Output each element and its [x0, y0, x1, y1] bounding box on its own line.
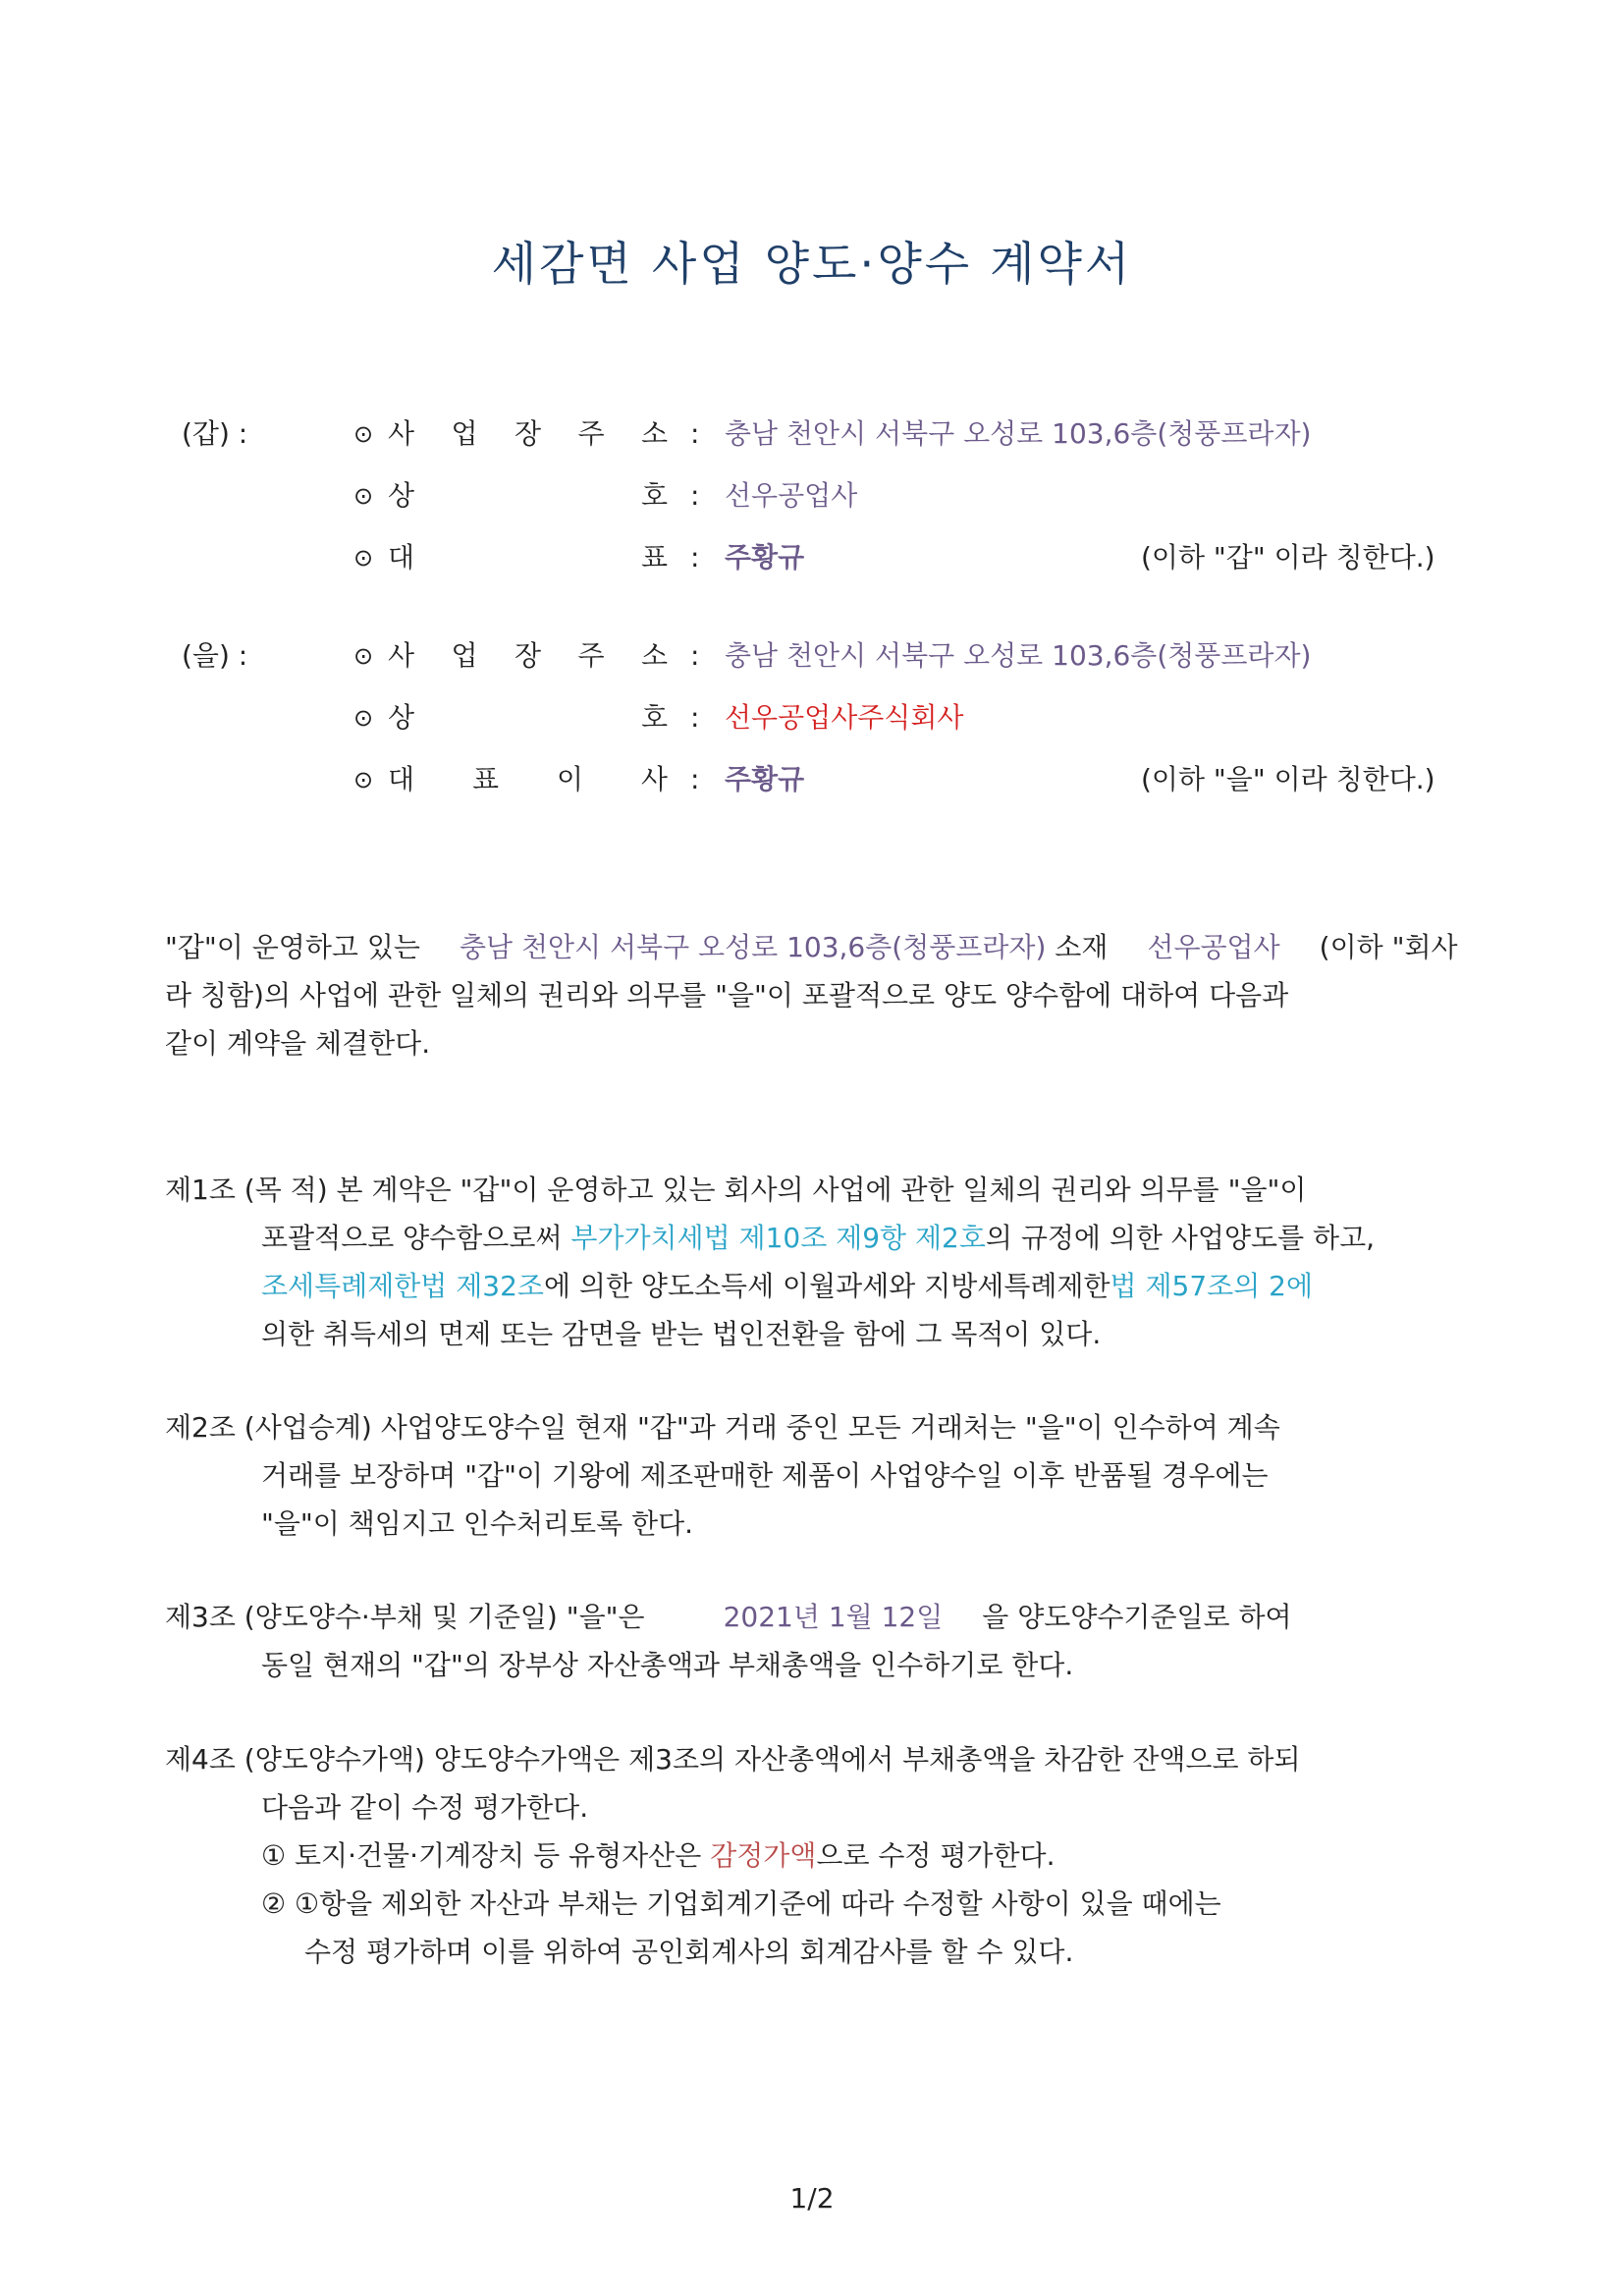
- law-reference: 법 제57조의 2에: [1110, 1270, 1314, 1302]
- colon: :: [690, 701, 700, 734]
- party-b-rep-value: 주황규: [725, 763, 805, 795]
- article-line: 제2조 (사업승계) 사업양도양수일 현재 "갑"과 거래 중인 모든 거래처는 "을"이 인수하여 계속: [165, 1411, 1280, 1444]
- article-2: [165, 1403, 1559, 1548]
- party-b-note: (이하 "을" 이라 칭한다.): [1141, 763, 1435, 795]
- field-char: 사: [388, 639, 415, 672]
- field-char: 소: [640, 639, 668, 672]
- bullet-icon: ⊙: [353, 642, 374, 670]
- article-text: 을 양도양수기준일로 하여: [982, 1601, 1292, 1633]
- intro-text: (이하 "회사: [1319, 931, 1458, 963]
- field-label-name: [388, 476, 668, 516]
- article-text: 으로 수정 평가한다.: [816, 1839, 1056, 1872]
- field-char: 장: [514, 639, 542, 672]
- field-char: 표: [640, 541, 668, 574]
- article-1: [165, 1166, 1559, 1358]
- intro-line: 같이 계약을 체결한다.: [165, 1027, 431, 1060]
- field-char: 사: [640, 763, 668, 795]
- article-line: [165, 1214, 1559, 1262]
- article-3: [165, 1593, 1559, 1689]
- field-label-rep-director: [388, 760, 668, 799]
- field-char: 호: [640, 701, 668, 734]
- field-char: 호: [640, 479, 668, 512]
- article-text: 의 규정에 의한 사업양도를 하고,: [985, 1222, 1376, 1254]
- law-reference: 조세특례제한법 제32조: [261, 1270, 544, 1302]
- bullet-icon: ⊙: [353, 482, 374, 510]
- colon: :: [690, 541, 700, 574]
- party-b-label: (을) :: [182, 639, 248, 672]
- field-label-rep: [388, 538, 668, 577]
- bullet-icon: ⊙: [353, 544, 374, 572]
- bullet-icon: ⊙: [353, 704, 374, 732]
- colon: :: [690, 763, 700, 795]
- article-4: [165, 1735, 1559, 1976]
- field-label-address: [388, 636, 668, 676]
- law-reference: 부가가치세법 제10조 제9항 제2호: [570, 1222, 986, 1254]
- field-char: 주: [577, 417, 605, 450]
- article-item-2: ② ①항을 제외한 자산과 부채는 기업회계기준에 따라 수정할 사항이 있을 때에는: [261, 1887, 1221, 1920]
- intro-business-address: 충남 천안시 서북구 오성로 103,6층(청풍프라자): [459, 931, 1047, 963]
- intro-business-name: 선우공업사: [1147, 931, 1280, 963]
- bullet-icon: ⊙: [353, 766, 374, 793]
- party-a-label: (갑) :: [182, 417, 248, 450]
- field-char: 사: [388, 417, 415, 450]
- field-char: 상: [388, 479, 415, 512]
- article-line: [165, 1593, 1559, 1641]
- article-item-1: [165, 1831, 1559, 1880]
- page-number: 1/2: [789, 2182, 835, 2214]
- reference-date: 2021년 1월 12일: [723, 1601, 944, 1633]
- party-b-name-value: 선우공업사주식회사: [725, 701, 964, 734]
- article-line: 다음과 같이 수정 평가한다.: [261, 1791, 589, 1824]
- intro-text: 소재: [1055, 931, 1109, 963]
- article-line: 제1조 (목 적) 본 계약은 "갑"이 운영하고 있는 회사의 사업에 관한 일체의 권리와 의무를 "을"이: [165, 1174, 1307, 1206]
- intro-line: 라 칭함)의 사업에 관한 일체의 권리와 의무를 "을"이 포괄적으로 양도 양수함에 대하여 다음과: [165, 979, 1289, 1011]
- appraisal-value-term: 감정가액: [710, 1839, 817, 1872]
- intro-text: "갑"이 운영하고 있는: [165, 931, 420, 963]
- party-a-rep-value: 주황규: [725, 541, 805, 574]
- bullet-icon: ⊙: [353, 420, 374, 448]
- field-label-address: [388, 414, 668, 454]
- party-a-note: (이하 "갑" 이라 칭한다.): [1141, 541, 1435, 574]
- article-line: 제4조 (양도양수가액) 양도양수가액은 제3조의 자산총액에서 부채총액을 차감한 잔액으로 하되: [165, 1743, 1301, 1776]
- document-title: 세감면 사업 양도·양수 계약서: [491, 238, 1133, 292]
- field-char: 대: [388, 763, 415, 795]
- field-char: 장: [514, 417, 542, 450]
- article-text: 포괄적으로 양수함으로써: [261, 1222, 571, 1254]
- article-line: 거래를 보장하며 "갑"이 기왕에 제조판매한 제품이 사업양수일 이후 반품될 경우에는: [261, 1459, 1269, 1492]
- colon: :: [690, 639, 700, 672]
- party-b-address-value: 충남 천안시 서북구 오성로 103,6층(청풍프라자): [725, 639, 1312, 672]
- article-line: 의한 취득세의 면제 또는 감면을 받는 법인전환을 함에 그 목적이 있다.: [261, 1318, 1102, 1350]
- article-line: [165, 1262, 1559, 1310]
- colon: :: [690, 417, 700, 450]
- intro-paragraph: [165, 923, 1540, 1067]
- article-line: 동일 현재의 "갑"의 장부상 자산총액과 부채총액을 인수하기로 한다.: [261, 1649, 1074, 1681]
- article-text: 에 의한 양도소득세 이월과세와 지방세특례제한: [543, 1270, 1110, 1302]
- colon: :: [690, 479, 700, 512]
- field-char: 대: [388, 541, 415, 574]
- field-char: 주: [577, 639, 605, 672]
- party-a-address-value: 충남 천안시 서북구 오성로 103,6층(청풍프라자): [725, 417, 1312, 450]
- article-line: 수정 평가하며 이를 위하여 공인회계사의 회계감사를 할 수 있다.: [304, 1936, 1074, 1968]
- field-char: 업: [451, 417, 478, 450]
- article-text: 제3조 (양도양수·부채 및 기준일) "을"은: [165, 1601, 645, 1633]
- intro-line: [165, 923, 1540, 971]
- field-char: 소: [640, 417, 668, 450]
- field-char: 이: [556, 763, 583, 795]
- field-char: 상: [388, 701, 415, 734]
- article-text: ① 토지·건물·기계장치 등 유형자산은: [261, 1839, 711, 1872]
- field-char: 업: [451, 639, 478, 672]
- party-a-name-value: 선우공업사: [725, 479, 858, 512]
- field-label-name: [388, 698, 668, 738]
- article-line: "을"이 책임지고 인수처리토록 한다.: [261, 1507, 694, 1540]
- field-char: 표: [471, 763, 500, 795]
